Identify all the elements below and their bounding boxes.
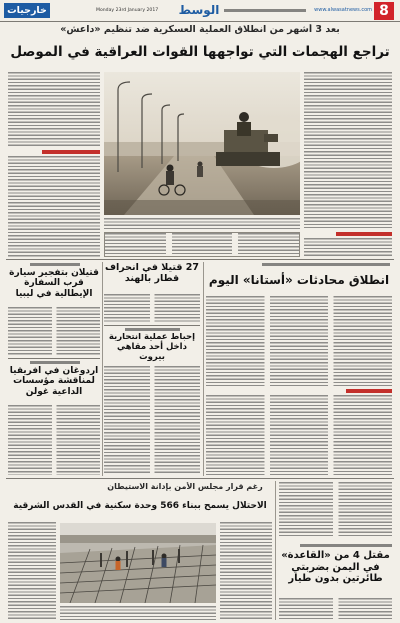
arabic-date-line	[224, 9, 306, 12]
masthead-bar	[0, 0, 400, 21]
libya-rule	[8, 358, 100, 359]
lead-left-column-text-2	[8, 156, 100, 257]
lead-left-subhead	[42, 150, 100, 154]
lead-kicker: بعد 3 أشهر من انطلاق العملية العسكرية ضد تنظيم «داعش»	[60, 24, 340, 35]
newspaper-logo: الوسط	[178, 3, 220, 17]
jerusalem-kicker: رغم قرار مجلس الأمن بإدانة الاستيطان	[107, 482, 263, 491]
english-date: Monday 23rd January 2017	[96, 8, 159, 13]
jerusalem-right-text	[220, 522, 272, 620]
lead-sidebar-boxes	[104, 232, 300, 257]
libya-kicker-line	[30, 263, 80, 266]
lead-right-column-text-2	[304, 238, 392, 257]
construction-photo	[60, 523, 216, 603]
india-rule	[104, 325, 200, 326]
india-train-body-text	[104, 294, 200, 322]
libya-headline: قتيلان بتفجير سيارة قرب السفارة الإيطالية في ليبيا	[9, 268, 99, 299]
astana-body-text-2	[206, 395, 392, 475]
page-number: 8	[374, 2, 394, 20]
astana-body-text	[206, 296, 392, 386]
beirut-body-text	[104, 366, 200, 475]
right-lower-body-text	[279, 482, 392, 538]
india-train-headline: 27 قتيلاً في انحراف قطار بالهند	[104, 263, 200, 284]
section-rule-2	[6, 478, 394, 479]
beirut-headline: إحباط عملية انتحارية داخل أحد مقاهي بيروت	[108, 333, 196, 362]
erdogan-headline: أردوغان في أفريقيا لمناقشة مؤسسات الداعية غولن	[9, 366, 99, 397]
yemen-body-text	[279, 598, 392, 620]
jerusalem-left-text	[8, 522, 56, 620]
section-label: خارجيات	[4, 3, 50, 18]
astana-kicker-line	[262, 263, 390, 266]
yemen-kicker-line	[300, 544, 392, 547]
astana-headline: انطلاق محادثات «أستانا» اليوم	[208, 273, 390, 287]
libya-body-text	[8, 307, 100, 355]
jerusalem-headline: الاحتلال يسمح ببناء 566 وحدة سكنية في القدس الشرقية	[13, 501, 267, 511]
website-address: www.alwasatnews.com	[314, 7, 372, 13]
beirut-kicker-line	[125, 328, 180, 331]
erdogan-kicker-line	[30, 361, 80, 364]
lead-right-subhead	[336, 232, 392, 236]
yemen-headline: مقتل 4 من «القاعدة» في اليمن بضربتي طائرتين بدون طيار	[281, 550, 390, 584]
column-rule-3	[275, 481, 276, 620]
lead-headline: تراجع الهجمات التي تواجهها القوات العراقية في الموصل	[10, 44, 390, 60]
lead-left-column-text	[8, 72, 100, 147]
section-rule-1	[6, 259, 394, 260]
astana-subhead	[346, 389, 392, 393]
lead-right-column-text	[304, 72, 392, 228]
masthead-rule	[0, 21, 400, 22]
mosul-photo	[104, 72, 300, 215]
column-rule-2	[203, 262, 204, 476]
construction-photo-caption	[60, 606, 216, 620]
lead-photo-caption	[104, 218, 300, 229]
erdogan-body-text	[8, 405, 100, 475]
column-rule-1	[102, 262, 103, 476]
